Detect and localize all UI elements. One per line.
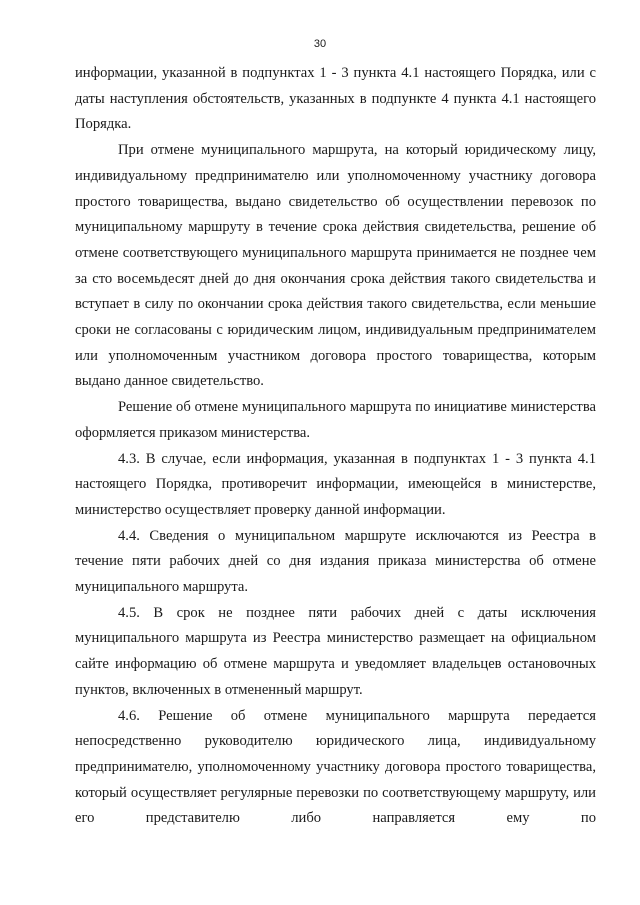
paragraph-4-3: 4.3. В случае, если информация, указанная в подпунктах 1 - 3 пункта 4.1 настоящего Порядка, противоречит информации, имеющейся в министерстве, министерство осуществляет проверку данной информации. <box>75 450 596 518</box>
paragraph-4-6: 4.6. Решение об отмене муниципального маршрута передается непосредственно руководителю юридического лица, индивидуальному предпринимателю, уполномоченному участнику договора простого товарищества, который осуществляет регулярные перевозки по соответствующему маршруту, или его представителю либо направляется ему по <box>75 707 596 827</box>
paragraph-4-5: 4.5. В срок не позднее пяти рабочих дней с даты исключения муниципального маршрута из Реестра министерство размещает на официальном сайте информацию об отмене маршрута и уведомляет владельцев остановочных пунктов, включенных в отмененный маршрут. <box>75 604 596 698</box>
paragraph-route-cancellation: При отмене муниципального маршрута, на который юридическому лицу, индивидуальному предпринимателю или уполномоченному участнику договора простого товарищества, выдано свидетельство об осуществлении перевозок по муниципальному маршруту в течение срока действия свидетельства, решение об отмене соответствующего муниципального маршрута принимается не позднее чем за сто восемьдесят дней до дня окончания срока действия такого свидетельства и вступает в силу по окончании срока действия такого свидетельства, если меньшие сроки не согласованы с юридическим лицом, индивидуальным предпринимателем или уполномоченным участником договора простого товарищества, которым выдано данное свидетельство. <box>75 142 596 390</box>
page-number: 30 <box>313 38 327 50</box>
paragraph-4-4: 4.4. Сведения о муниципальном маршруте исключаются из Реестра в течение пяти рабочих дней со дня издания приказа министерства об отмене муниципального маршрута. <box>75 527 596 596</box>
document-body <box>75 61 596 832</box>
paragraph-ministry-initiative: Решение об отмене муниципального маршрута по инициативе министерства оформляется приказом министерства. <box>75 399 596 441</box>
paragraph-continuation: информации, указанной в подпунктах 1 - 3 пункта 4.1 настоящего Порядка, или с даты наступления обстоятельств, указанных в подпункте 4 пункта 4.1 настоящего Порядка. <box>75 65 596 133</box>
